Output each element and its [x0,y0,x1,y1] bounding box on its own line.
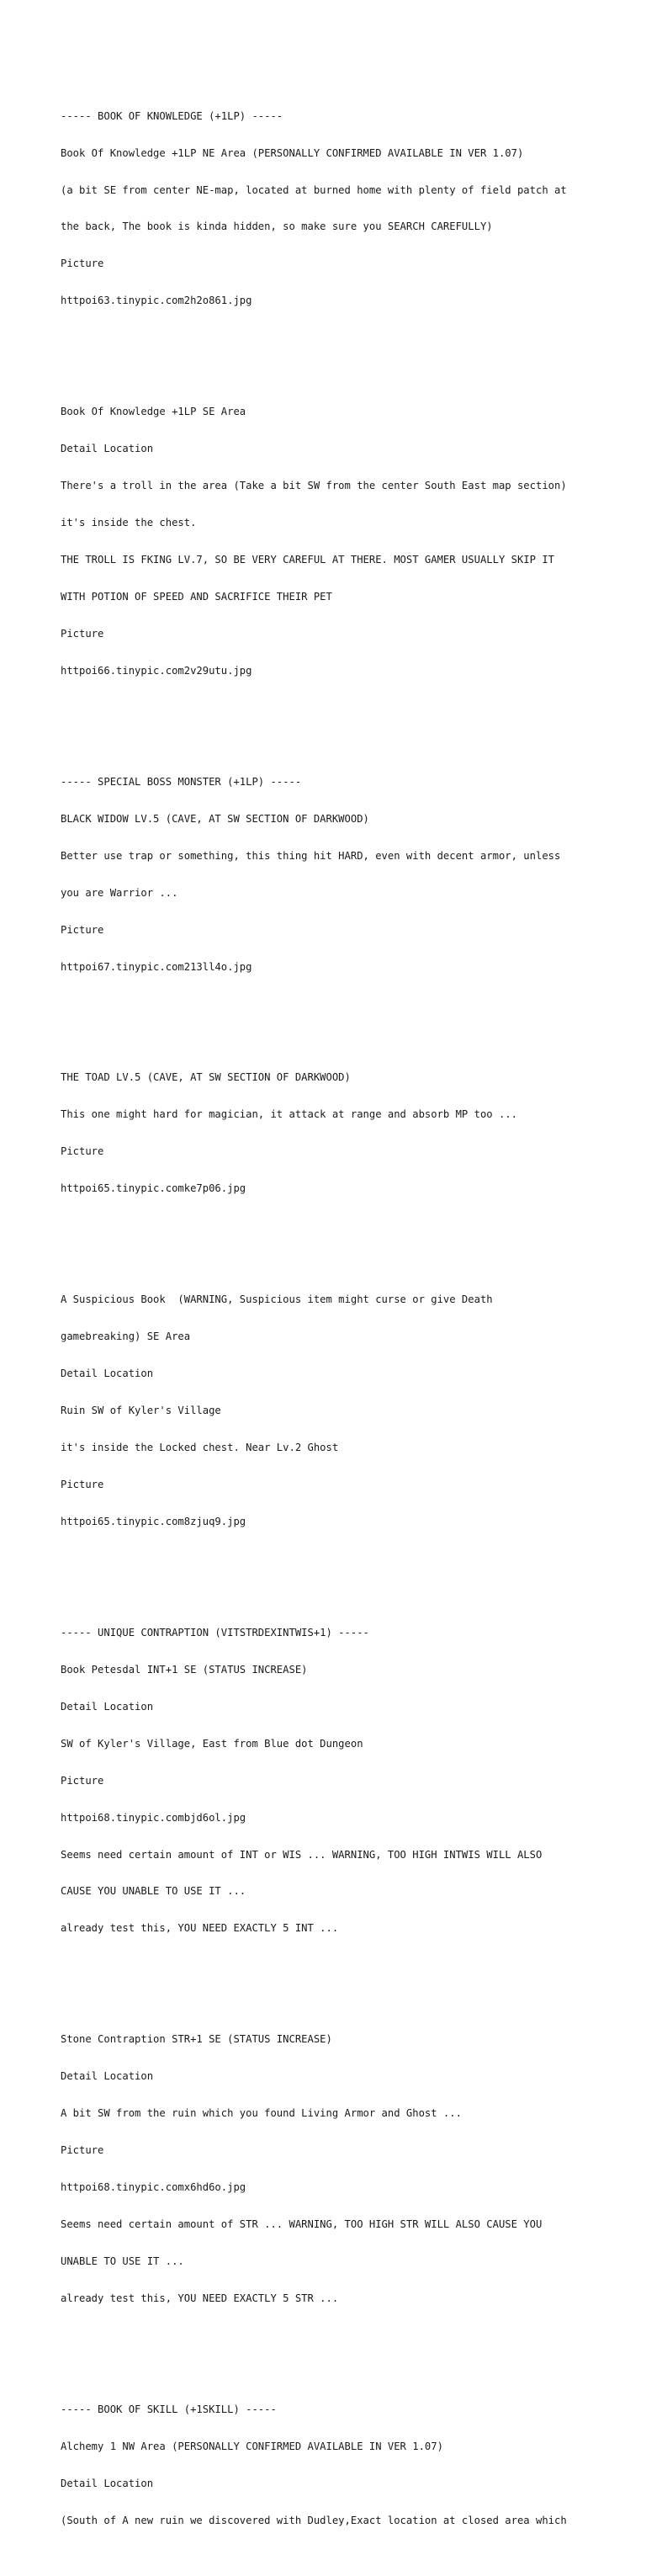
entry-title: THE TOAD LV.5 (CAVE, AT SW SECTION OF DARKWOOD) [61,1071,351,1084]
picture-label: Picture [61,1145,104,1158]
section-suspicious-book [61,1269,633,1553]
picture-url: httpoi65.tinypic.com8zjuq9.jpg [61,1515,246,1527]
entry-text: it's inside the Locked chest. Near Lv.2 Ghost [61,1442,339,1453]
picture-label: Picture [61,627,104,640]
entry-text: it's inside the chest. [61,517,197,529]
section-heading: ----- BOOK OF KNOWLEDGE (+1LP) ----- [61,109,283,122]
entry-title: BLACK WIDOW LV.5 (CAVE, AT SW SECTION OF DARKWOOD) [61,812,369,825]
entry-text: This one might hard for magician, it attack at range and absorb MP too ... [61,1108,517,1121]
entry-title: Alchemy 1 NW Area (PERSONALLY CONFIRMED AVAILABLE IN VER 1.07) [61,2440,443,2452]
document-page [61,61,633,2576]
section-book-of-skill [61,2379,633,2552]
entry-text: SW of Kyler's Village, East from Blue dot Dungeon [61,1737,363,1750]
entry-title: Book Of Knowledge +1LP NE Area (PERSONALLY CONFIRMED AVAILABLE IN VER 1.07) [61,146,524,159]
picture-url: httpoi68.tinypic.comx6hd6o.jpg [61,2181,246,2194]
warning-text: Seems need certain amount of STR ... WARNING, TOO HIGH STR WILL ALSO CAUSE YOU [61,2218,543,2231]
detail-location-label: Detail Location [61,443,154,455]
warning-text: THE TROLL IS FKING LV.7, SO BE VERY CAREFUL AT THERE. MOST GAMER USUALLY SKIP IT [61,554,554,566]
entry-text: already test this, YOU NEED EXACTLY 5 STR ... [61,2292,339,2304]
entry-text: Ruin SW of Kyler's Village [61,1405,221,1417]
picture-label: Picture [61,1774,104,1787]
entry-text: Better use trap or something, this thing hit HARD, even with decent armor, unless [61,849,561,862]
detail-location-label: Detail Location [61,1700,154,1713]
picture-label: Picture [61,258,104,270]
warning-text: UNABLE TO USE IT ... [61,2255,184,2267]
entry-text: already test this, YOU NEED EXACTLY 5 INT ... [61,1922,339,1935]
entry-title: A Suspicious Book (WARNING, Suspicious item might curse or give Death [61,1293,493,1306]
entry-text: A bit SW from the ruin which you found Living Armor and Ghost ... [61,2107,462,2120]
entry-title: gamebreaking) SE Area [61,1330,191,1343]
picture-url: httpoi67.tinypic.com213ll4o.jpg [61,960,252,973]
section-stone-contraption-str [61,2009,633,2329]
entry-text: (a bit SE from center NE-map, located at burned home with plenty of field patch at [61,183,567,196]
section-book-of-knowledge-ne [61,85,633,332]
section-book-of-knowledge-se [61,381,633,702]
section-heading: ----- BOOK OF SKILL (+1SKILL) ----- [61,2403,277,2415]
detail-location-label: Detail Location [61,2477,154,2489]
section-heading: ----- UNIQUE CONTRAPTION (VITSTRDEXINTWIS+1) ----- [61,1626,369,1639]
entry-title: Book Of Knowledge +1LP SE Area [61,406,246,418]
warning-text: Seems need certain amount of INT or WIS ... WARNING, TOO HIGH INTWIS WILL ALSO [61,1848,543,1861]
entry-title: Book Petesdal INT+1 SE (STATUS INCREASE) [61,1663,308,1676]
picture-url: httpoi68.tinypic.combjd6ol.jpg [61,1811,246,1824]
picture-label: Picture [61,923,104,936]
detail-location-label: Detail Location [61,1368,154,1380]
entry-text: the back, The book is kinda hidden, so make sure you SEARCH CAREFULLY) [61,220,493,233]
entry-text: There's a troll in the area (Take a bit SW from the center South East map section) [61,480,567,492]
picture-label: Picture [61,2144,104,2157]
section-special-boss-black-widow [61,752,633,998]
detail-location-label: Detail Location [61,2070,154,2083]
entry-text: (South of A new ruin we discovered with Dudley,Exact location at closed area which [61,2514,567,2526]
picture-url: httpoi66.tinypic.com2v29utu.jpg [61,664,252,677]
warning-text: WITH POTION OF SPEED AND SACRIFICE THEIR PET [61,591,332,603]
picture-url: httpoi65.tinypic.comke7p06.jpg [61,1182,246,1195]
picture-url: httpoi63.tinypic.com2h2o861.jpg [61,295,252,307]
entry-text: you are Warrior ... [61,886,178,899]
section-unique-contraption-int [61,1601,633,1959]
section-the-toad [61,1047,633,1219]
picture-label: Picture [61,1478,104,1490]
warning-text: CAUSE YOU UNABLE TO USE IT ... [61,1885,246,1898]
section-heading: ----- SPECIAL BOSS MONSTER (+1LP) ----- [61,775,302,788]
entry-title: Stone Contraption STR+1 SE (STATUS INCREASE) [61,2033,332,2046]
